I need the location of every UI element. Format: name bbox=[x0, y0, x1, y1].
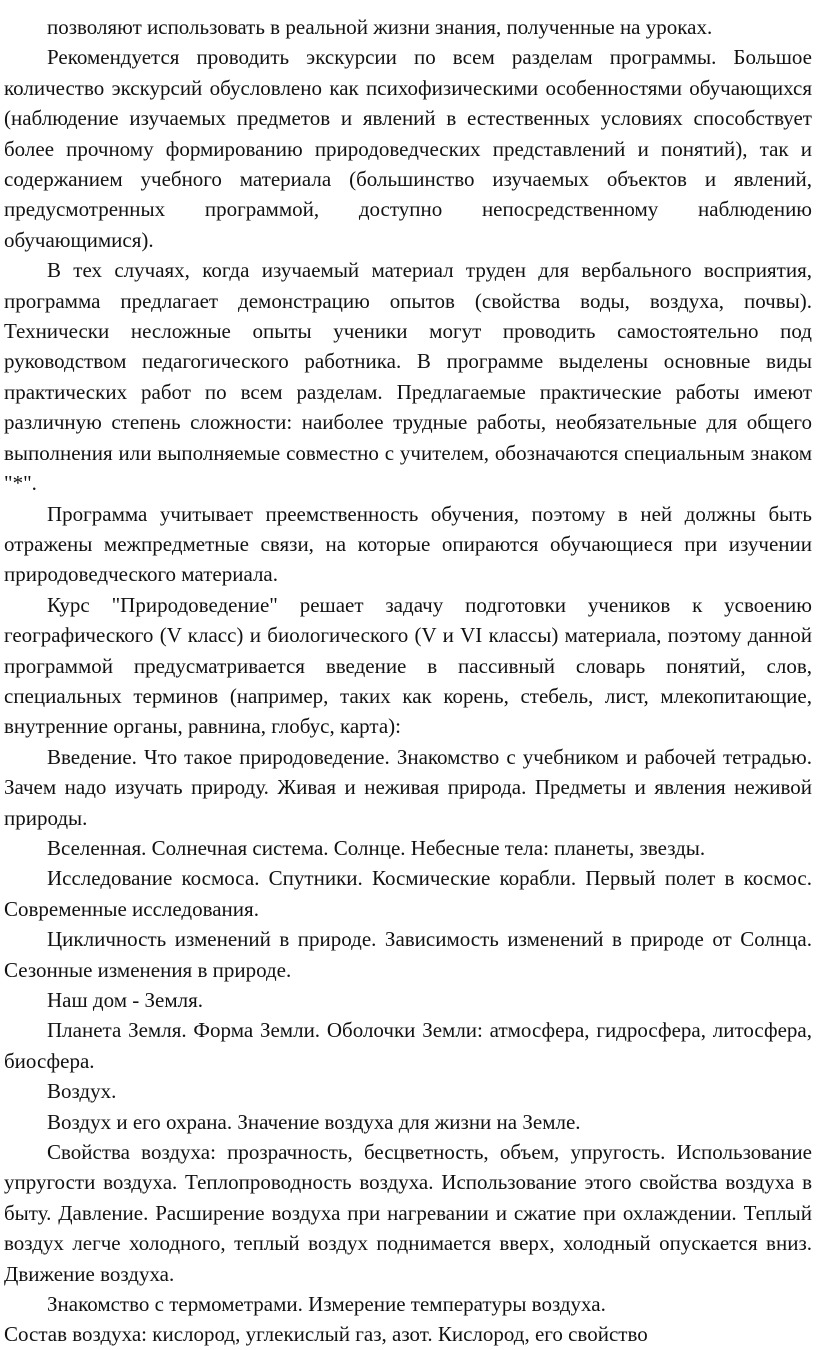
paragraph-1: позволяют использовать в реальной жизни знания, полученные на уроках. bbox=[47, 15, 713, 39]
paragraph-2: Рекомендуется проводить экскурсии по всем разделам программы. Большое количество экскурсий обусловлено как психофизическими особенностями обучающихся (наблюдение изучаемых предметов и явлений в естественных условиях способствует более прочному формированию природоведческих представлений и понятий), так и содержанием учебного материала (большинство изучаемых объектов и явлений, предусмотренных программой, доступно непосредственному наблюдению обучающимися). bbox=[4, 45, 812, 252]
paragraph-15: Знакомство с термометрами. Измерение температуры воздуха. bbox=[47, 1292, 606, 1317]
paragraph-9: Цикличность изменений в природе. Зависимость изменений в природе от Солнца. Сезонные изменения в природе. bbox=[4, 927, 812, 982]
paragraph-11: Планета Земля. Форма Земли. Оболочки Земли: атмосфера, гидросфера, литосфера, биосфера. bbox=[4, 1018, 812, 1073]
paragraph-4: Программа учитывает преемственность обучения, поэтому в ней должны быть отражены межпредметные связи, на которые опираются обучающиеся при изучении природоведческого материала. bbox=[4, 501, 812, 587]
paragraph-5: Курс "Природоведение" решает задачу подготовки учеников к усвоению географического (V класс) и биологического (V и VI классы) материала, поэтому данной программой предусматривается введение в пассивный словарь понятий, слов, специальных терминов (например, таких как корень, стебель, лист, млекопитающие, внутренние органы, равнина, глобус, карта): bbox=[4, 592, 812, 739]
paragraph-6: Введение. Что такое природоведение. Знакомство с учебником и рабочей тетрадью. Зачем надо изучать природу. Живая и неживая природа. Предметы и явления неживой природы. bbox=[4, 744, 812, 830]
paragraph-16: Состав воздуха: кислород, углекислый газ, азот. Кислород, его свойство bbox=[4, 1322, 648, 1347]
paragraph-8: Исследование космоса. Спутники. Космические корабли. Первый полет в космос. Современные исследования. bbox=[4, 866, 812, 921]
paragraph-7: Вселенная. Солнечная система. Солнце. Небесные тела: планеты, звезды. bbox=[47, 835, 706, 860]
paragraph-3: В тех случаях, когда изучаемый материал труден для вербального восприятия, программа предлагает демонстрацию опытов (свойства воды, воздуха, почвы). Технически несложные опыты ученики могут проводить самостоятельно под руководством педагогического работника. В программе выделены основные виды практических работ по всем разделам. Предлагаемые практические работы имеют различную степень сложности: наиболее трудные работы, необязательные для общего выполнения или выполняемые совместно с учителем, обозначаются специальным знаком "*". bbox=[4, 258, 812, 496]
paragraph-14: Свойства воздуха: прозрачность, бесцветность, объем, упругость. Использование упругости воздуха. Теплопроводность воздуха. Использование этого свойства воздуха в быту. Давление. Расширение воздуха при нагревании и сжатие при охлаждении. Теплый воздух легче холодного, теплый воздух поднимается вверх, холодный опускается вниз. Движение воздуха. bbox=[4, 1140, 812, 1286]
paragraph-12: Воздух. bbox=[47, 1079, 117, 1104]
paragraph-10: Наш дом - Земля. bbox=[47, 988, 203, 1012]
paragraph-13: Воздух и его охрана. Значение воздуха для жизни на Земле. bbox=[47, 1109, 581, 1134]
